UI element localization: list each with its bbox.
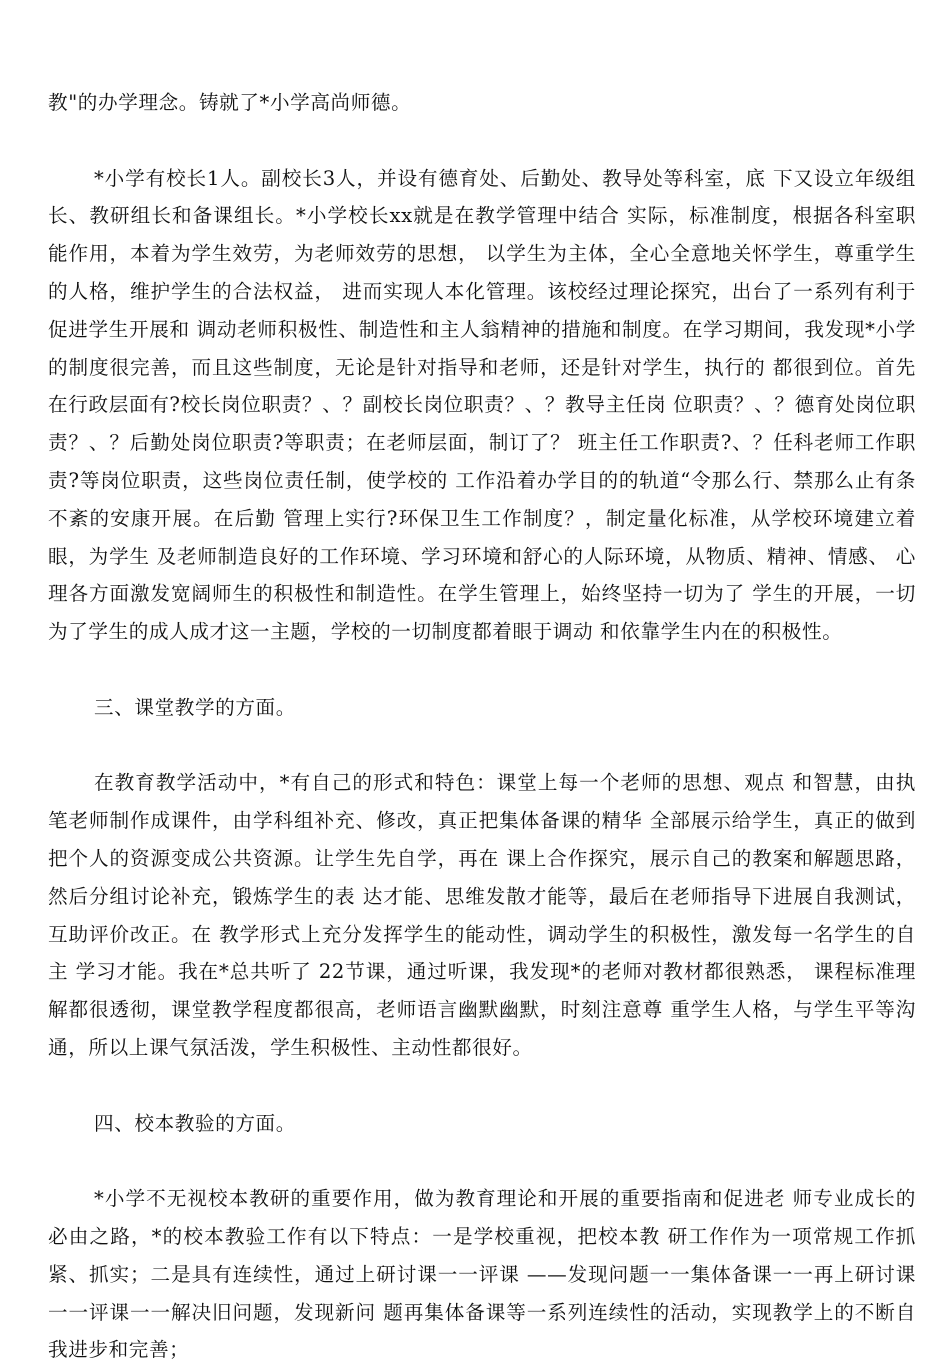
paragraph-management: *小学有校长1人。副校长3人，并设有德育处、后勤处、教导处等科室，底 下又设立年级组长、教研组长和备课组长。*小学校长xx就是在教学管理中结合 实际，标准制度，根据各科室职能作用，本着为学生效劳，为老师效劳的思想， 以学生为主体，全心全意地关怀学生，尊重学生的人格，维护学生的合法权益， 进而实现人本化管理。该校经过理论探究，出台了一系列有利于促进学生开展和 调动老师积极性、制造性和主人翁精神的措施和制度。在学习期间，我发现*小学 的制度很完善，而且这些制度，无论是针对指导和老师，还是针对学生，执行的 都很到位。首先在行政层面有?校长岗位职责？、？副校长岗位职责？、？教导主任岗 位职责？、？德育处岗位职责？、？后勤处岗位职责?等职责；在老师层面，制订了？ 班主任工作职责?、？任科老师工作职责?等岗位职责，这些岗位责任制，使学校的 工作沿着办学目的的轨道“令那么行、禁那么止有条不紊的安康开展。在后勤 管理上实行?环保卫生工作制度？，制定量化标准，从学校环境建立着眼，为学生 及老师制造良好的工作环境、学习环境和舒心的人际环境，从物质、精神、情感、 心理各方面激发宽阔师生的积极性和制造性。在学生管理上，始终坚持一切为了 学生的开展，一切为了学生的成人成才这一主题，学校的一切制度都着眼于调动 和依靠学生内在的积极性。 [48,166,916,644]
document-body [48,84,916,1369]
paragraph-spacer [48,122,916,160]
paragraph-spacer [48,651,916,689]
paragraph-classroom: 在教育教学活动中，*有自己的形式和特色：课堂上每一个老师的思想、观点 和智慧，由执笔老师制作成课件，由学科组补充、修改，真正把集体备课的精华 全部展示给学生，真正的做到把个人的资源变成公共资源。让学生先自学，再在 课上合作探究，展示自己的教案和解题思路，然后分组讨论补充，锻炼学生的表 达才能、思维发散才能等，最后在老师指导下进展自我测试，互助评价改正。在 教学形式上充分发挥学生的能动性，调动学生的积极性，激发每一名学生的自主 学习才能。我在*总共听了 22节课，通过听课，我发现*的老师对教材都很熟悉， 课程标准理解都很透彻，课堂教学程度都很高，老师语言幽默幽默，时刻注意尊 重学生人格，与学生平等沟通，所以上课气氛活泼，学生积极性、主动性都很好。 [48,771,916,1059]
section-heading-classroom: 三、课堂教学的方面。 [94,695,296,719]
paragraph-spacer [48,727,916,765]
paragraph-school-research: *小学不无视校本教研的重要作用，做为教育理论和开展的重要指南和促进老 师专业成长的必由之路，*的校本教验工作有以下特点：一是学校重视，把校本教 研工作作为一项常规工作抓紧、抓实；二是具有连续性，通过上研讨课一一评课 ——发现问题一一集体备课一一再上研讨课一一评课一一解决旧问题，发现新问 题再集体备课等一系列连续性的活动，实现教学上的不断自我进步和完善； [48,1187,916,1362]
section-heading-school-research: 四、校本教验的方面。 [94,1111,296,1135]
paragraph-spacer [48,1067,916,1105]
paragraph-spacer [48,1142,916,1180]
paragraph-continuation: 教"的办学理念。铸就了*小学高尚师德。 [48,91,412,114]
